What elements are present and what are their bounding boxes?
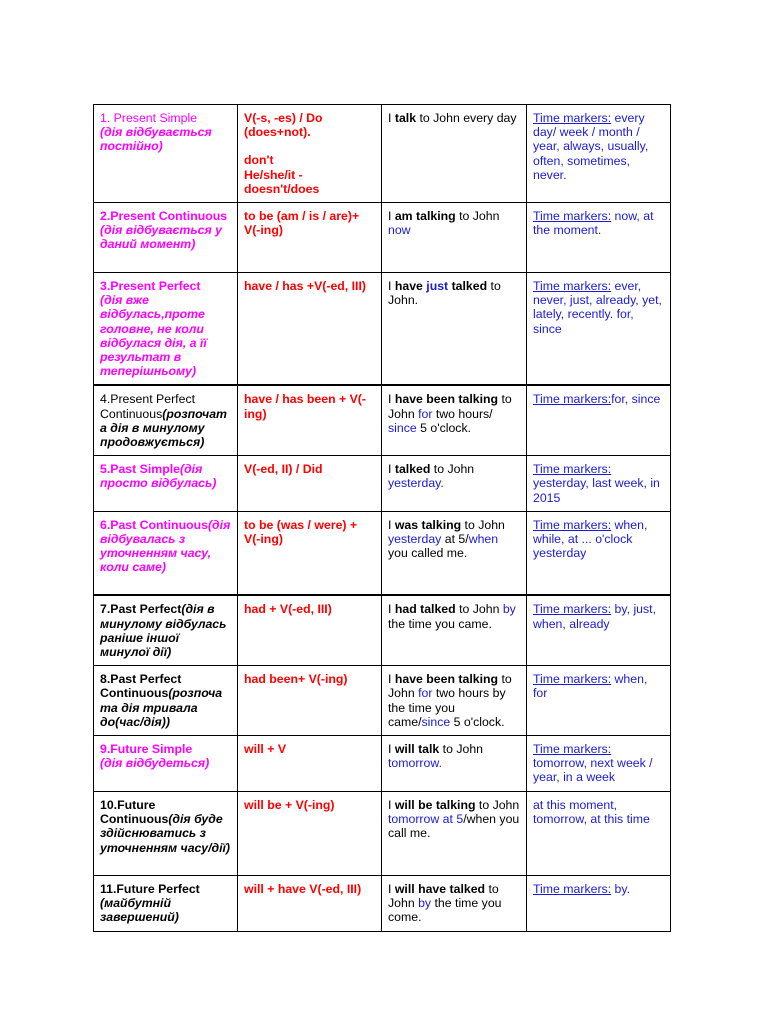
time-markers-label: Time markers: <box>533 111 612 125</box>
tense-description: (дія відбудеться) <box>100 756 210 771</box>
markers-cell <box>527 875 671 931</box>
time-markers-label: Time markers: <box>533 517 612 532</box>
formula-text: don't <box>244 153 274 168</box>
example-cell <box>382 273 527 386</box>
table-row <box>94 791 671 875</box>
example-verb: have <box>394 279 423 294</box>
time-markers-text: by, just, when, already <box>533 602 657 631</box>
tense-name: 7.Past Perfect <box>100 602 182 617</box>
example-marker: for <box>418 686 433 701</box>
tense-cell <box>94 203 238 273</box>
example-cell <box>382 385 527 455</box>
time-markers-text: for, since <box>611 392 661 407</box>
formula-cell <box>238 511 382 595</box>
example-marker: tomorrow at 5 <box>388 812 464 827</box>
markers-cell <box>527 791 671 875</box>
example-verb: will have talked <box>394 881 486 896</box>
example-verb: talked <box>448 279 488 294</box>
example-text: I <box>388 881 395 896</box>
example-text: to John. <box>388 279 501 308</box>
tense-name: 8.Past Perfect Continuous <box>100 672 182 701</box>
table-row <box>94 735 671 791</box>
time-markers-text: when, for <box>533 672 648 701</box>
example-cell <box>382 735 527 791</box>
example-cell <box>382 105 527 203</box>
example-text: to John <box>388 881 499 911</box>
tense-name: 2.Present Continuous <box>100 209 228 224</box>
tense-description: (дія вже відбулась,проте головне, не коли відбулася дія, а її результат в теперішньому) <box>100 293 207 379</box>
tense-description: (дія відбувається постійно) <box>100 125 212 154</box>
time-markers-text: by. <box>611 881 631 896</box>
table-row <box>94 511 671 595</box>
formula-cell <box>238 456 382 512</box>
example-verb: have been talking <box>394 392 499 407</box>
tense-cell <box>94 666 238 736</box>
tense-name: 10.Future Continuous <box>100 797 169 827</box>
tense-name: 1. Present Simple <box>100 111 198 125</box>
example-marker: by <box>502 602 516 617</box>
example-text: /when you call me. <box>388 812 520 841</box>
example-text: to John <box>388 392 512 421</box>
formula-text: will + V <box>244 741 287 756</box>
example-text: I <box>388 797 395 812</box>
tense-cell <box>94 735 238 791</box>
time-markers-label: Time markers: <box>533 672 612 687</box>
example-text: you called me. <box>388 546 468 561</box>
example-marker: for <box>418 406 433 421</box>
example-text: 5 o'clock. <box>450 714 505 729</box>
formula-text: to be (was / were) + V(-ing) <box>244 517 358 547</box>
time-markers-label: Time markers: <box>533 209 612 224</box>
example-text: two hours/ <box>432 406 493 421</box>
tense-cell <box>94 875 238 931</box>
example-text: I <box>388 517 395 532</box>
formula-cell <box>238 273 382 386</box>
example-marker: now <box>388 223 411 238</box>
formula-text: V(-ed, II) / Did <box>244 462 323 477</box>
example-verb: have been talking <box>394 672 499 687</box>
table-row <box>94 385 671 455</box>
example-cell <box>382 595 527 665</box>
time-markers-label: Time markers: <box>533 602 612 617</box>
table-row <box>94 666 671 736</box>
example-text: I <box>388 462 395 477</box>
example-text: I <box>388 279 395 294</box>
formula-cell <box>238 385 382 455</box>
time-markers-text: now, at the moment. <box>533 209 654 238</box>
time-markers-text: ever, never, just, already, yet, lately, recently. for, since <box>533 279 662 336</box>
table-row <box>94 203 671 273</box>
example-marker: yesterday <box>388 532 442 547</box>
markers-cell <box>527 273 671 386</box>
example-cell <box>382 203 527 273</box>
example-text: to John <box>475 797 520 812</box>
tense-description: (дія просто відбулась) <box>100 462 217 491</box>
formula-text: to be (am / is / are)+ V(-ing) <box>244 209 360 238</box>
example-cell <box>382 456 527 512</box>
example-marker: when <box>468 532 499 547</box>
time-markers-label: Time markers: <box>533 392 612 407</box>
tense-cell <box>94 105 238 203</box>
tense-description: (дія відбувається у даний момент) <box>100 223 222 252</box>
example-text: to John every day <box>416 111 517 125</box>
formula-text: V(-s, -es) / Do (does+not). <box>244 111 323 140</box>
table-row <box>94 456 671 512</box>
formula-cell <box>238 595 382 665</box>
example-verb: was talking <box>394 517 462 532</box>
table-row <box>94 875 671 931</box>
markers-cell <box>527 203 671 273</box>
formula-cell <box>238 105 382 203</box>
example-cell <box>382 511 527 595</box>
example-text: I <box>388 392 395 407</box>
tense-description: (розпочата дія тривала до(час/дія)) <box>100 686 223 729</box>
time-markers-label: Time markers: <box>533 279 612 294</box>
time-markers-text: every day/ week / month / year, always, usually, often, sometimes, never. <box>533 111 649 182</box>
formula-text: have / has +V(-ed, III) <box>244 279 366 294</box>
example-marker: tomorrow. <box>388 756 442 771</box>
example-marker: just <box>422 279 449 294</box>
example-verb: talk <box>394 111 417 125</box>
example-marker: yesterday. <box>388 476 444 491</box>
example-text: the time you came. <box>388 616 492 631</box>
formula-text: had + V(-ed, III) <box>244 602 332 617</box>
example-text: to John <box>455 209 500 224</box>
example-text: two hours by the time you came/ <box>388 686 506 729</box>
example-text: I <box>388 672 395 687</box>
markers-cell <box>527 735 671 791</box>
formula-cell <box>238 791 382 875</box>
tenses-table <box>93 104 671 932</box>
example-text: to John <box>439 741 484 756</box>
example-text: 5 o'clock. <box>416 420 472 435</box>
tense-name: 6.Past Continuous <box>100 517 208 532</box>
tense-description: (майбутній завершений) <box>100 896 179 925</box>
example-text: I <box>388 209 395 224</box>
tense-description: (дія відбувалась з уточненням часу, коли саме) <box>100 517 231 575</box>
example-cell <box>382 875 527 931</box>
markers-cell <box>527 511 671 595</box>
tense-name: 5.Past Simple <box>100 462 180 477</box>
tense-description: (розпочата дія в минулому продовжується) <box>100 406 227 450</box>
tense-cell <box>94 595 238 665</box>
time-markers-text: tomorrow, next week / year, in a week <box>533 756 653 785</box>
time-markers-text: at this moment, tomorrow, at this time <box>533 797 650 827</box>
example-text: to John <box>430 462 475 477</box>
example-verb: will talk <box>394 741 440 756</box>
formula-text: will be + V(-ing) <box>244 797 335 812</box>
markers-cell <box>527 385 671 455</box>
formula-text: have / has been + V(-ing) <box>244 392 366 421</box>
markers-cell <box>527 105 671 203</box>
formula-cell <box>238 735 382 791</box>
formula-cell <box>238 875 382 931</box>
tense-description: (дія в минулому відбулась раніше іншої минулої дії) <box>100 602 227 659</box>
time-markers-label: Time markers: <box>533 881 612 896</box>
formula-text: had been+ V(-ing) <box>244 672 348 687</box>
time-markers-label: Time markers: <box>533 741 612 756</box>
table-row <box>94 105 671 203</box>
formula-cell <box>238 203 382 273</box>
example-marker: since <box>421 714 451 729</box>
example-marker: by <box>418 896 432 911</box>
example-text: I <box>388 111 395 125</box>
tense-name: 11.Future Perfect <box>100 881 200 896</box>
tense-cell <box>94 456 238 512</box>
markers-cell <box>527 456 671 512</box>
tense-cell <box>94 273 238 386</box>
tense-cell <box>94 385 238 455</box>
formula-text: will + have V(-ed, III) <box>244 881 362 896</box>
tense-cell <box>94 791 238 875</box>
time-markers-text: yesterday, last week, in 2015 <box>533 476 660 505</box>
example-text: at 5/ <box>441 532 469 547</box>
example-marker: since <box>388 420 417 435</box>
tense-description: (дія буде здійснюватись з уточненням часу/дії) <box>100 812 231 855</box>
example-cell <box>382 666 527 736</box>
markers-cell <box>527 595 671 665</box>
example-verb: will be talking <box>394 797 476 812</box>
time-markers-label: Time markers: <box>533 462 612 477</box>
example-verb: am talking <box>394 209 456 224</box>
markers-cell <box>527 666 671 736</box>
table-row <box>94 273 671 386</box>
example-text: I <box>388 741 395 756</box>
example-verb: talked <box>394 462 431 477</box>
tense-name: 9.Future Simple <box>100 741 193 756</box>
example-text: I <box>388 602 395 617</box>
tense-name: 3.Present Perfect <box>100 279 201 294</box>
tense-cell <box>94 511 238 595</box>
formula-cell <box>238 666 382 736</box>
table-row <box>94 595 671 665</box>
example-text: the time you come. <box>388 896 502 925</box>
time-markers-text: when, while, at ... o'clock yesterday <box>533 517 648 561</box>
formula-text: He/she/it - doesn't/does <box>244 167 320 196</box>
tense-name: 4.Present Perfect Continuous <box>100 392 196 421</box>
example-verb: had talked <box>394 602 456 617</box>
example-text: to John <box>461 517 505 532</box>
example-cell <box>382 791 527 875</box>
example-text: to John <box>388 672 512 701</box>
example-text: to John <box>455 602 503 617</box>
